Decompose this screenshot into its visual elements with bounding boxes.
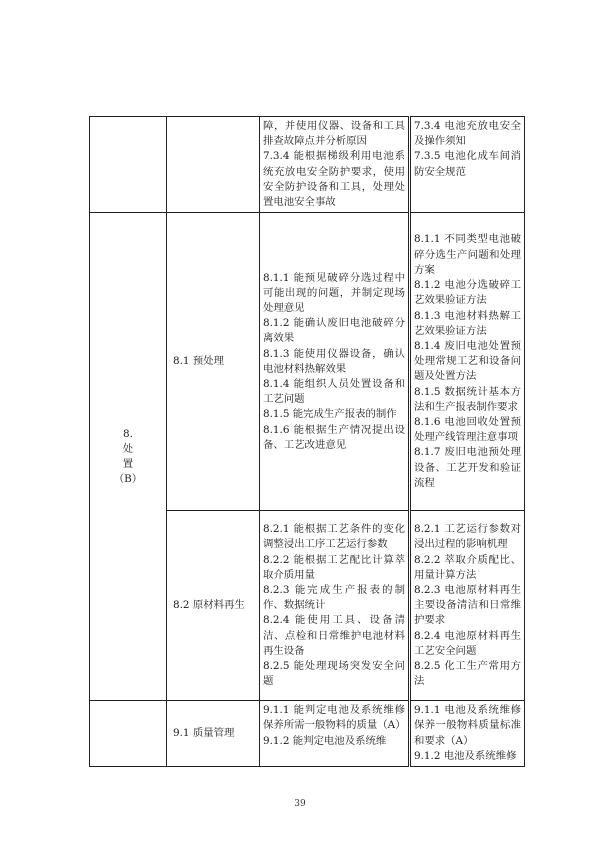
- skill-item: 9.1.1 能判定电池及系统维修保养所需一般物料的质量（A）: [263, 704, 406, 732]
- knowledge-item: 9.1.1 电池及系统维修保养一般物料质量标准和要求（A）: [414, 704, 521, 747]
- knowledge-item: 8.1.1 不同类型电池破碎分选生产问题和处理方案: [414, 233, 521, 276]
- skills-cell: [260, 213, 410, 511]
- category-level: （B）: [113, 472, 143, 485]
- skill-item: 8.2.4 能使用工具、设备清洁、点检和日常维护电池材料再生设备: [263, 614, 405, 657]
- category-number: 8.: [123, 427, 133, 440]
- skill-item: 8.1.5 能完成生产报表的制作: [263, 408, 397, 421]
- category-char: 处: [122, 442, 134, 455]
- skill-item: 9.1.2 能判定电池及系统维: [263, 734, 387, 747]
- knowledge-item: 8.1.3 电池材料热解工艺效果验证方法: [414, 309, 521, 337]
- skill-item: 8.1.6 能根据生产情况提出设备、工艺改进意见: [263, 423, 405, 451]
- skills-cell: [260, 701, 410, 767]
- knowledge-cell: [410, 701, 525, 767]
- knowledge-item: 9.1.2 电池及系统维修: [414, 749, 517, 762]
- knowledge-item: 8.2.4 电池原材料再生工艺安全问题: [414, 629, 521, 657]
- knowledge-item: 7.3.5 电池化成车间消防安全规范: [414, 150, 521, 178]
- knowledge-item: 8.1.4 废旧电池处置预处理常规工艺和设备问题及处置方法: [414, 339, 521, 383]
- category-char: 置: [122, 457, 134, 470]
- knowledge-item: 8.1.2 电池分选破碎工艺效果验证方法: [414, 279, 521, 307]
- skill-item: 障，并使用仪器、设备和工具排查故障点并分析原因: [263, 120, 405, 148]
- knowledge-item: 8.1.5 数据统计基本方法和生产报表制作要求: [414, 385, 521, 413]
- unit-cell: 8.1 预处理: [167, 213, 260, 511]
- skill-item: 8.1.4 能组织人员处置设备和工艺问题: [263, 377, 405, 406]
- skill-item: 8.1.2 能确认废旧电池破碎分离效果: [263, 317, 405, 345]
- unit-cell: 9.1 质量管理: [167, 701, 260, 767]
- competency-table: [89, 116, 525, 767]
- knowledge-cell: [410, 213, 525, 511]
- category-cell-empty: [90, 117, 167, 213]
- category-cell-empty: [90, 701, 167, 767]
- knowledge-item: 8.1.7 废旧电池预处理设备、工艺开发和验证流程: [414, 446, 521, 489]
- category-cell: [90, 213, 167, 701]
- knowledge-cell: [410, 117, 525, 213]
- knowledge-cell: [410, 511, 525, 701]
- skill-item: 8.2.3 能完成生产报表的制作、数据统计: [263, 583, 405, 612]
- page-number: 39: [294, 799, 306, 809]
- skill-item: 8.2.5 能处理现场突发安全问题: [263, 659, 405, 688]
- skills-cell: [260, 117, 410, 213]
- table-row: [90, 701, 525, 767]
- skill-item: 7.3.4 能根据梯级利用电池系统充放电安全防护要求，使用安全防护设备和工具，处理处置电池安全事故: [263, 150, 405, 209]
- skill-item: 8.1.1 能预见破碎分选过程中可能出现的问题，并制定现场处理意见: [263, 271, 405, 314]
- table-row: [90, 213, 525, 511]
- table-row: [90, 117, 525, 213]
- knowledge-item: 7.3.4 电池充放电安全及操作须知: [414, 120, 521, 148]
- knowledge-item: 8.2.5 化工生产常用方法: [414, 659, 521, 688]
- knowledge-item: 8.2.3 电池原材料再生主要设备清洁和日常维护要求: [414, 583, 521, 627]
- skill-item: 8.1.3 能使用仪器设备，确认电池材料热解效果: [263, 347, 405, 375]
- skills-cell: [260, 511, 410, 701]
- knowledge-item: 8.2.1 工艺运行参数对浸出过程的影响机理: [414, 523, 521, 551]
- unit-cell-empty: [167, 117, 260, 213]
- knowledge-item: 8.2.2 萃取介质配比、用量计算方法: [414, 553, 521, 581]
- skill-item: 8.2.1 能根据工艺条件的变化调整浸出工序工艺运行参数: [263, 523, 405, 551]
- unit-cell: 8.2 原材料再生: [167, 511, 260, 701]
- skill-item: 8.2.2 能根据工艺配比计算萃取介质用量: [263, 553, 405, 581]
- knowledge-item: 8.1.6 电池回收处置预处理产线管理注意事项: [414, 415, 521, 444]
